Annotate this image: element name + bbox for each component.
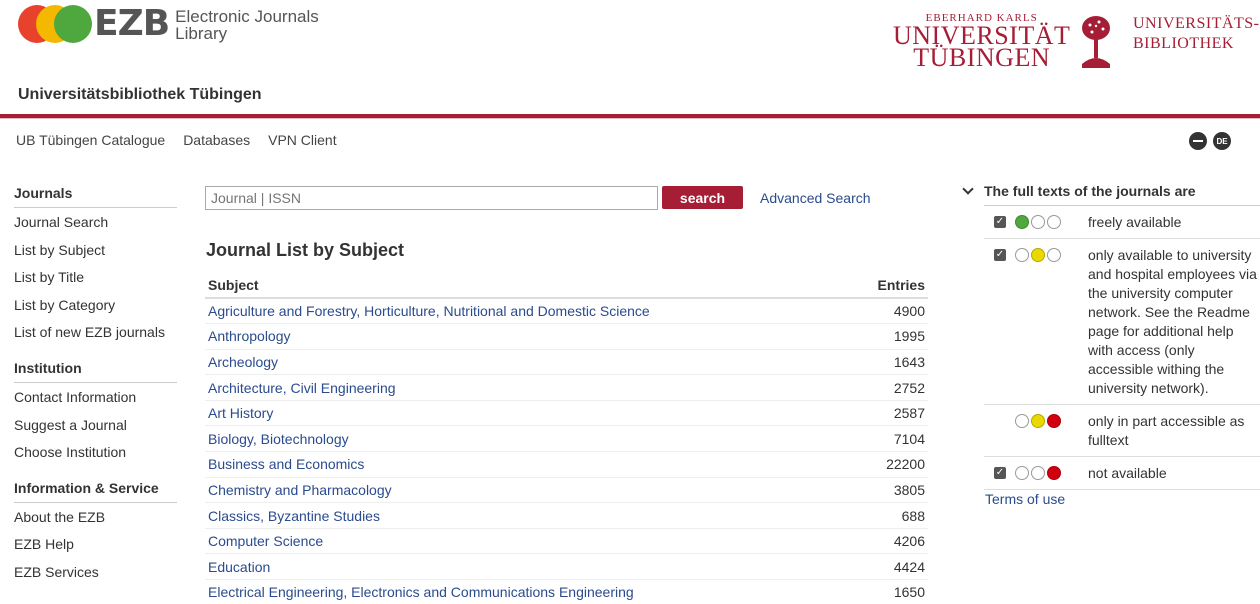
ub-logo[interactable]: UNIVERSITÄTS- BIBLIOTHEK: [1133, 15, 1260, 52]
dot-yellow-icon: [1031, 414, 1045, 428]
subject-link[interactable]: Chemistry and Pharmacology: [205, 477, 851, 503]
sidebar-group-institution: [14, 359, 177, 471]
table-row: [205, 580, 928, 604]
dot-green-icon: [1015, 215, 1029, 229]
ezb-logo-subtitle: Electronic Journals Library: [175, 7, 319, 43]
subject-link[interactable]: Computer Science: [205, 528, 851, 554]
university-logo[interactable]: EBERHARD KARLS UNIVERSITÄT TÜBINGEN: [893, 12, 1071, 72]
table-row: [205, 554, 928, 580]
nav-ub-catalogue[interactable]: UB Tübingen Catalogue: [16, 132, 166, 148]
header-divider-thin: [0, 118, 1260, 119]
institution-title: Universitätsbibliothek Tübingen: [18, 86, 262, 103]
entry-count: 1650: [851, 580, 928, 604]
chevron-down-icon[interactable]: [962, 183, 973, 194]
table-row: [205, 349, 928, 375]
sidebar-item-journal-search[interactable]: Journal Search: [14, 214, 109, 230]
filter-checkbox[interactable]: ✓: [995, 249, 1005, 260]
subject-link[interactable]: Business and Economics: [205, 452, 851, 478]
table-row: [205, 324, 928, 350]
sidebar-item-suggest-journal[interactable]: Suggest a Journal: [14, 416, 127, 433]
accessibility-icon[interactable]: [1189, 132, 1207, 150]
subject-link[interactable]: Anthropology: [205, 324, 851, 350]
legend-text: not available: [1088, 465, 1167, 481]
legend-rows: [984, 205, 1260, 490]
dot-empty-icon: [1015, 414, 1029, 428]
table-row: [205, 400, 928, 426]
dot-red-icon: [1047, 466, 1061, 480]
legend-row: [984, 457, 1260, 490]
column-header-subject[interactable]: Subject: [205, 272, 851, 298]
column-header-entries[interactable]: Entries: [851, 272, 928, 298]
legend-text: only in part accessible as fulltext: [1088, 413, 1245, 448]
entry-count: 7104: [851, 426, 928, 452]
ezb-logo[interactable]: [18, 4, 319, 44]
ezb-traffic-light-icon: [18, 5, 92, 43]
traffic-light-icon: [1012, 213, 1088, 232]
dot-empty-icon: [1047, 248, 1061, 262]
entry-count: 22200: [851, 452, 928, 478]
dot-empty-icon: [1047, 215, 1061, 229]
legend-text: freely available: [1088, 214, 1182, 230]
subject-table: [205, 272, 928, 604]
traffic-light-icon: [1012, 246, 1088, 398]
traffic-light-icon: [1012, 464, 1088, 483]
table-header-row: [205, 272, 928, 298]
nav-icons: [1189, 132, 1231, 150]
tree-logo-icon: [1079, 14, 1113, 68]
subject-link[interactable]: Classics, Byzantine Studies: [205, 503, 851, 529]
legend-checkbox-cell: [984, 213, 1012, 232]
availability-legend: [962, 180, 1260, 490]
entry-count: 1995: [851, 324, 928, 350]
legend-checkbox-cell: [984, 464, 1012, 483]
entry-count: 2752: [851, 375, 928, 401]
table-row: [205, 426, 928, 452]
entry-count: 1643: [851, 349, 928, 375]
dot-yellow-icon: [1031, 248, 1045, 262]
sidebar-heading: Information & Service: [14, 479, 177, 503]
legend-checkbox-cell: [984, 412, 1012, 450]
legend-row: [984, 239, 1260, 405]
subject-link[interactable]: Architecture, Civil Engineering: [205, 375, 851, 401]
dot-empty-icon: [1031, 215, 1045, 229]
sidebar: [14, 184, 177, 599]
dot-empty-icon: [1015, 248, 1029, 262]
sidebar-item-new-journals[interactable]: List of new EZB journals: [14, 324, 165, 341]
terms-of-use-link[interactable]: Terms of use: [985, 491, 1066, 507]
page-header: [0, 0, 1260, 80]
nav-databases[interactable]: Databases: [183, 132, 251, 148]
legend-title: The full texts of the journals are: [984, 183, 1196, 199]
sidebar-item-list-by-subject[interactable]: List by Subject: [14, 241, 106, 258]
legend-row: [984, 206, 1260, 239]
subject-link[interactable]: Education: [205, 554, 851, 580]
language-de-icon[interactable]: DE: [1213, 132, 1231, 150]
legend-toggle[interactable]: [962, 180, 1260, 202]
sidebar-item-list-by-category[interactable]: List by Category: [14, 296, 116, 313]
top-navigation: [16, 132, 337, 148]
filter-checkbox[interactable]: ✓: [995, 216, 1005, 227]
entry-count: 688: [851, 503, 928, 529]
sidebar-group-journals: [14, 184, 177, 351]
entry-count: 4424: [851, 554, 928, 580]
entry-count: 4206: [851, 528, 928, 554]
search-button[interactable]: search: [662, 186, 743, 209]
entry-count: 4900: [851, 298, 928, 324]
table-row: [205, 375, 928, 401]
sidebar-item-help[interactable]: EZB Help: [14, 536, 74, 553]
table-row: [205, 452, 928, 478]
entry-count: 2587: [851, 400, 928, 426]
nav-vpn-client[interactable]: VPN Client: [268, 132, 337, 148]
sidebar-item-choose-institution[interactable]: Choose Institution: [14, 444, 127, 461]
sidebar-heading: Journals: [14, 184, 177, 208]
table-row: [205, 503, 928, 529]
subject-link[interactable]: Biology, Biotechnology: [205, 426, 851, 452]
filter-checkbox[interactable]: ✓: [995, 467, 1005, 478]
dot-red-icon: [1047, 414, 1061, 428]
traffic-light-icon: [1012, 412, 1088, 450]
subject-link[interactable]: Electrical Engineering, Electronics and Communications Engineering: [205, 580, 851, 604]
advanced-search-link[interactable]: Advanced Search: [760, 190, 871, 206]
search-input[interactable]: [205, 186, 658, 210]
sidebar-group-info: [14, 479, 177, 591]
ezb-logo-word: EZB: [94, 3, 170, 44]
dot-empty-icon: [1031, 466, 1045, 480]
table-row: [205, 528, 928, 554]
legend-checkbox-cell: [984, 246, 1012, 398]
sidebar-heading: Institution: [14, 359, 177, 383]
table-row: [205, 298, 928, 324]
subject-link[interactable]: Archeology: [205, 349, 851, 375]
sidebar-item-services[interactable]: EZB Services: [14, 563, 99, 580]
subject-link[interactable]: Art History: [205, 400, 851, 426]
page-title: Journal List by Subject: [206, 240, 405, 260]
legend-text: only available to university and hospital employees via the university computer network. See the Readme page for additional help with access (only accessible withing the university network).: [1088, 247, 1257, 396]
subject-link[interactable]: Agriculture and Forestry, Horticulture, Nutritional and Domestic Science: [205, 298, 851, 324]
dot-empty-icon: [1015, 466, 1029, 480]
table-row: [205, 477, 928, 503]
sidebar-item-about[interactable]: About the EZB: [14, 508, 106, 525]
entry-count: 3805: [851, 477, 928, 503]
sidebar-item-contact[interactable]: Contact Information: [14, 388, 137, 405]
legend-row: [984, 405, 1260, 457]
subject-table-body: [205, 298, 928, 604]
sidebar-item-list-by-title[interactable]: List by Title: [14, 269, 85, 286]
